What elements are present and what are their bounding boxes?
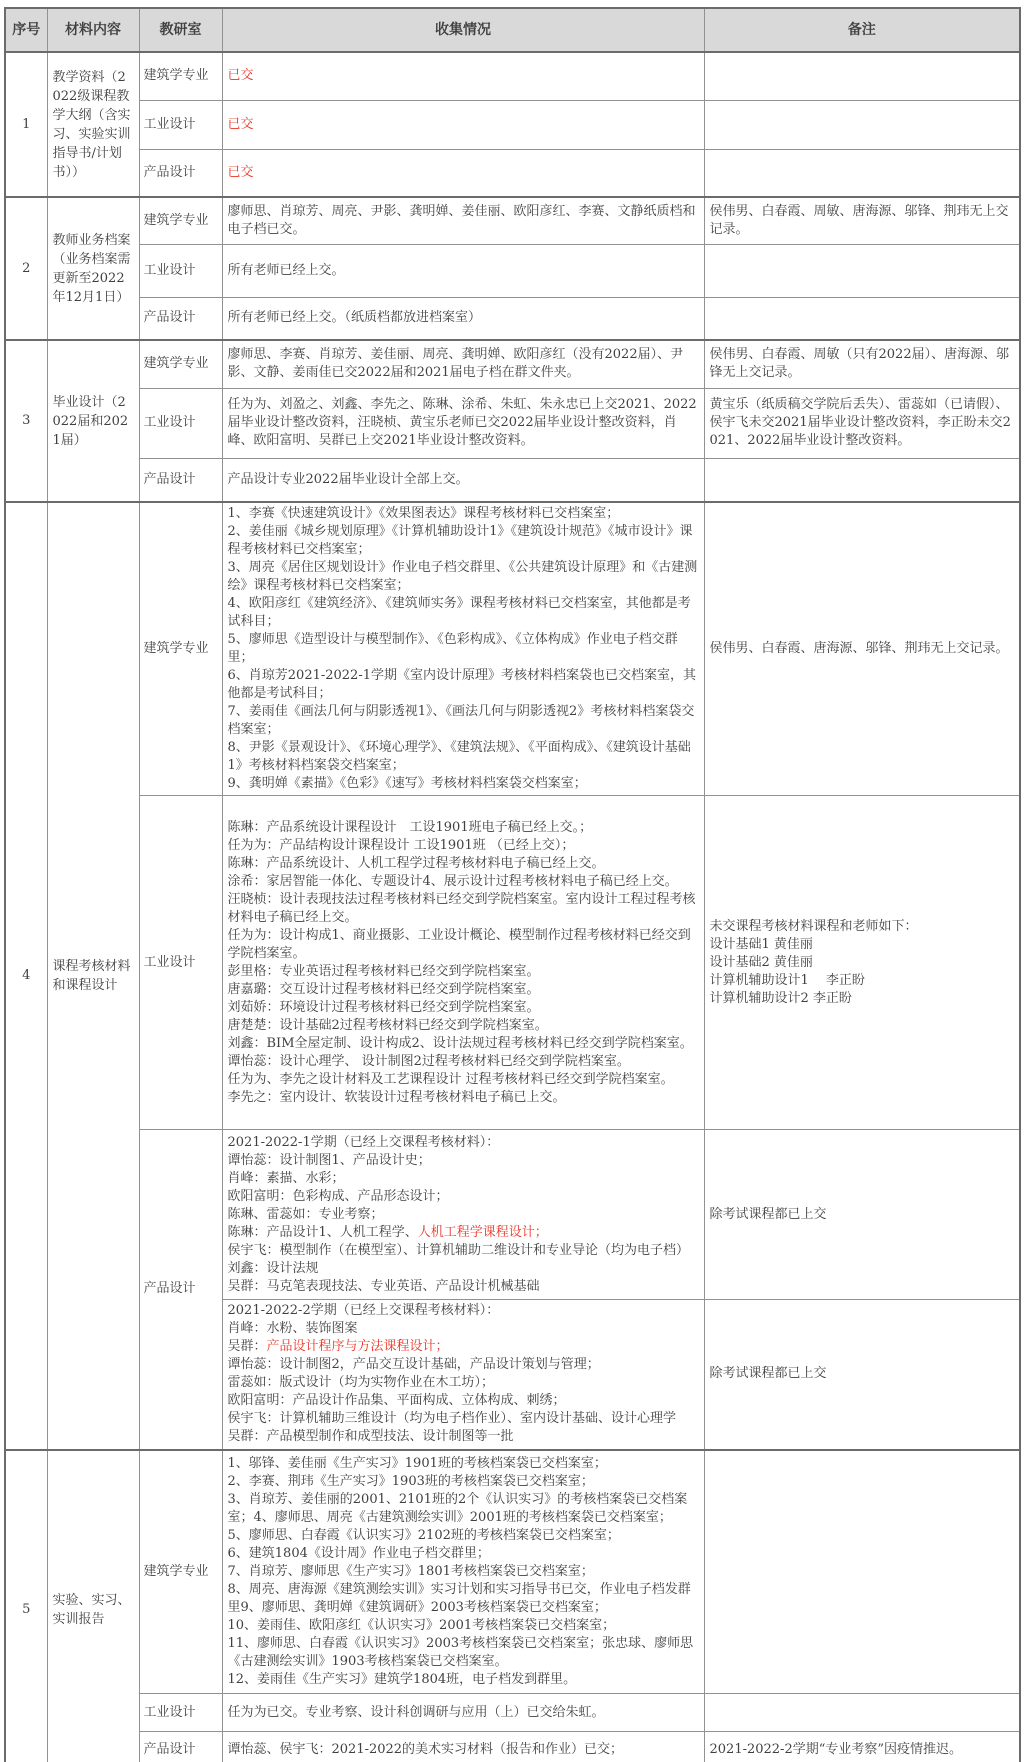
collection-cell (222, 1300, 704, 1450)
collection-text: 已交 (227, 164, 254, 180)
collection-cell (222, 52, 704, 100)
collection-cell (222, 1450, 704, 1694)
collection-text: 1、邬锋、姜佳丽《生产实习》1901班的考核档案袋已交档案室； 2、李赛、荆玮《生产实习》1903班的考核档案袋已交档案室； 3、肖琼芳、姜佳丽的2001、2101班的2个《认识实习》的考核档案袋已交档案室；4、廖师思、周亮《古建筑测绘实训》2001班的考核档案袋已交档案室； 5、廖师思、白春霞《认识实习》2102班的考核档案袋已交档案室； 6、建筑1804《设计周》作业电子档交群里； 7、肖琼芳、廖师思《生产实习》1801考核档案袋已交档案室； 8、周亮、唐海源《建筑测绘实训》实习计划和实习指导书已交，作业电子档发群里9、廖师思、龚明婵《建筑调研》2003考核档案袋已交档案室； 10、姜雨佳、欧阳彦红《认识实习》2001考核档案袋已交档案室； 11、廖师思、白春霞《认识实习》2003考核档案袋已交档案室；张忠球、廖师思《古建测绘实训》1903考核档案袋已交档案室。 12、姜雨佳《生产实习》建筑学1804班，电子档发到群里。 (227, 1455, 694, 1687)
collection-cell (222, 197, 704, 244)
office-cell: 建筑学专业 (139, 340, 222, 388)
remark-cell (704, 149, 1020, 197)
office-cell: 工业设计 (139, 244, 222, 297)
remark-cell (704, 388, 1020, 458)
header-remark: 备注 (704, 8, 1020, 52)
table-row (5, 1694, 1020, 1732)
remark-text (710, 67, 1015, 85)
collection-cell (222, 1694, 704, 1732)
collection-text: 所有老师已经上交。（纸质档都放进档案室） (227, 310, 482, 326)
remark-text (710, 116, 1015, 134)
remark-cell (704, 1450, 1020, 1694)
office-cell: 工业设计 (139, 388, 222, 458)
collection-cell (222, 796, 704, 1130)
header-material: 材料内容 (47, 8, 139, 52)
header-serial: 序号 (5, 8, 47, 52)
remark-text (710, 262, 1015, 280)
remark-text (710, 471, 1015, 489)
collection-text: 所有老师已经上交。 (227, 262, 345, 278)
serial-cell: 3 (5, 340, 47, 502)
remark-cell (704, 52, 1020, 100)
remark-cell (704, 197, 1020, 244)
collection-text: 1、李赛《快速建筑设计》《效果图表达》课程考核材料已交档案室； 2、姜佳丽《城乡规划原理》《计算机辅助设计1》《建筑设计规范》《城市设计》课程考核材料已交档案室； 3、周亮《居住区规划设计》作业电子档交群里、《公共建筑设计原理》和《古建测绘》课程考核材料已交档案室； 4、欧阳彦红《建筑经济》、《建筑师实务》课程考核材料已交档案室，其他都是考试科目； 5、廖师思《造型设计与模型制作》、《色彩构成》、《立体构成》作业电子档交群里； 6、肖琼芳2021-2022-1学期《室内设计原理》考核材料档案袋也已交档案室，其他都是考试科目； 7、姜雨佳《画法几何与阴影透视1》、《画法几何与阴影透视2》考核材料档案袋交档案室； 8、尹影《景观设计》、《环境心理学》、《建筑法规》、《平面构成》、《建筑设计基础1》考核材料档案袋交档案室； 9、龚明婵《素描》《色彩》《速写》考核材料档案袋交档案室； (227, 506, 698, 791)
table-row (5, 1732, 1020, 1762)
remark-cell (704, 458, 1020, 502)
office-cell: 产品设计 (139, 458, 222, 502)
office-cell: 产品设计 (139, 1130, 222, 1450)
table-row (5, 388, 1020, 458)
collection-text: 产品设计专业2022届毕业设计全部上交。 (227, 471, 469, 487)
collection-text: 谭怡蕊、侯宇飞：2021-2022的美术实习材料（报告和作业）已交； (227, 1742, 624, 1758)
material-cell: 教学资料（2022级课程教学大纲（含实习、实验实训指导书/计划书）） (47, 52, 139, 197)
material-cell: 实验、实习、实训报告 (47, 1450, 139, 1762)
table-row (5, 796, 1020, 1130)
remark-text: 未交课程考核材料课程和老师如下： 设计基础1 黄佳丽 设计基础2 黄佳丽 计算机辅助设计1 李正盼 计算机辅助设计2 李正盼 (709, 918, 918, 1006)
table-row (5, 100, 1020, 149)
serial-cell: 2 (5, 197, 47, 340)
collection-cell (222, 297, 704, 340)
remark-cell (704, 1130, 1020, 1300)
material-cell: 教师业务档案（业务档案需更新至2022年12月1日） (47, 197, 139, 340)
remark-text (710, 309, 1015, 327)
collection-cell (222, 388, 704, 458)
table-row (5, 244, 1020, 297)
table-body (5, 52, 1020, 1762)
table-row (5, 52, 1020, 100)
serial-cell: 4 (5, 502, 47, 1450)
office-cell: 工业设计 (139, 1694, 222, 1732)
remark-cell (704, 100, 1020, 149)
table-row (5, 340, 1020, 388)
collection-cell (222, 458, 704, 502)
collection-cell (222, 1130, 704, 1300)
remark-text: 黄宝乐（纸质稿交学院后丢失）、雷蕊如（已请假）、侯宇飞未交2021届毕业设计整改资料，李正盼未交2021、2022届毕业设计整改资料。 (709, 397, 1011, 448)
collection-cell (222, 502, 704, 796)
remark-text: 除考试课程都已上交 (709, 1366, 827, 1382)
office-cell: 建筑学专业 (139, 52, 222, 100)
material-cell: 毕业设计（2022届和2021届） (47, 340, 139, 502)
collection-status-table (4, 7, 1021, 1762)
remark-text: 侯伟男、白春霞、周敏（只有2022届）、唐海源、邬锋无上交记录。 (709, 347, 1010, 381)
office-cell: 产品设计 (139, 297, 222, 340)
remark-text (710, 1704, 1015, 1722)
table-row (5, 458, 1020, 502)
office-cell: 工业设计 (139, 100, 222, 149)
remark-text (710, 1563, 1015, 1581)
collection-cell (222, 100, 704, 149)
material-cell: 课程考核材料和课程设计 (47, 502, 139, 1450)
collection-cell (222, 149, 704, 197)
remark-text: 侯伟男、白春霞、周敏、唐海源、邬锋、荆玮无上交记录。 (709, 203, 1009, 237)
serial-cell: 1 (5, 52, 47, 197)
collection-cell (222, 244, 704, 297)
collection-text: 陈琳：产品系统设计课程设计 工设1901班电子稿已经上交。； 任为为：产品结构设计课程设计 工设1901班 （已经上交）； 陈琳：产品系统设计、人机工程学过程考核材料电子稿已经上交。 涂希：家居智能一体化、专题设计4、展示设计过程考核材料电子稿已经上交。 汪晓桢：设计表现技法过程考核材料已经交到学院档案室。室内设计工程过程考核材料电子稿已经上交。 任为为：设计构成1、商业摄影、工业设计概论、模型制作过程考核材料已经交到学院档案室。 彭里格：专业英语过程考核材料已经交到学院档案室。 唐嘉璐：交互设计过程考核材料已经交到学院档案室。 刘茹娇：环境设计过程考核材料已经交到学院档案室。 唐楚楚：设计基础2过程考核材料已经交到学院档案室。 刘鑫：BIM全屋定制、设计构成2、设计法规过程考核材料已经交到学院档案室。 谭怡蕊：设计心理学、 设计制图2过程考核材料已经交到学院档案室。 任为为、李先之设计材料及工艺课程设计 过程考核材料已经交到学院档案室。 李先之：室内设计、软装设计过程考核材料电子稿已上交。 (227, 819, 696, 1105)
header-office: 教研室 (139, 8, 222, 52)
remark-cell (704, 1300, 1020, 1450)
remark-cell (704, 297, 1020, 340)
office-cell: 产品设计 (139, 149, 222, 197)
collection-text: 廖师思、肖琼芳、周亮、尹影、龚明婵、姜佳丽、欧阳彦红、李赛、文静纸质档和电子档已交。 (227, 203, 696, 237)
table-row (5, 502, 1020, 796)
collection-text: 任为为已交。专业考察、设计科创调研与应用（上）已交给朱虹。 (227, 1704, 605, 1720)
collection-cell (222, 1732, 704, 1762)
remark-cell (704, 340, 1020, 388)
collection-text: 2021-2022-1学期（已经上交课程考核材料）： 谭怡蕊：设计制图1、产品设计史； 肖峰：素描、水彩； 欧阳富明：色彩构成、产品形态设计； 陈琳、雷蕊如：专业考察； 陈琳：产品设计1、人机工程学、人机工程学课程设计； 侯宇飞：模型制作（在模型室）、计算机辅助二维设计和专业导论（均为电子档） 刘鑫：设计法规 吴群：马克笔表现技法、专业英语、产品设计机械基础 (227, 1134, 690, 1294)
collection-text: 廖师思、李赛、肖琼芳、姜佳丽、周亮、龚明婵、欧阳彦红（没有2022届）、尹影、文静、姜雨佳已交2022届和2021届电子档在群文件夹。 (227, 347, 684, 381)
remark-text: 除考试课程都已上交 (709, 1206, 827, 1222)
remark-cell (704, 502, 1020, 796)
header-collection: 收集情况 (222, 8, 704, 52)
office-cell: 建筑学专业 (139, 197, 222, 244)
collection-text: 已交 (227, 68, 254, 84)
office-cell: 建筑学专业 (139, 502, 222, 796)
table-row (5, 297, 1020, 340)
collection-text: 已交 (227, 116, 254, 132)
table-row (5, 197, 1020, 244)
remark-cell (704, 796, 1020, 1130)
office-cell: 产品设计 (139, 1732, 222, 1762)
remark-cell (704, 244, 1020, 297)
remark-cell (704, 1694, 1020, 1732)
collection-text: 任为为、刘盈之、刘鑫、李先之、陈琳、涂希、朱虹、朱永忠已上交2021、2022届毕业设计整改资料，汪晓桢、黄宝乐老师已交2022届毕业设计整改资料，肖峰、欧阳富明、吴群已上交2021毕业设计整改资料。 (227, 397, 697, 448)
remark-cell (704, 1732, 1020, 1762)
table-header (5, 8, 1020, 52)
table-row (5, 1130, 1020, 1300)
remark-text (710, 164, 1015, 182)
serial-cell: 5 (5, 1450, 47, 1762)
collection-cell (222, 340, 704, 388)
remark-text: 2021-2022-2学期“专业考察”因疫情推迟。 (709, 1742, 963, 1758)
table-row (5, 149, 1020, 197)
office-cell: 工业设计 (139, 796, 222, 1130)
office-cell: 建筑学专业 (139, 1450, 222, 1694)
collection-text: 2021-2022-2学期（已经上交课程考核材料）： 肖峰：水粉、装饰图案 吴群：产品设计程序与方法课程设计； 谭怡蕊：设计制图2，产品交互设计基础，产品设计策划与管理； 雷蕊如：版式设计（均为实物作业在木工坊）； 欧阳富明：产品设计作品集、平面构成、立体构成、刺绣； 侯宇飞：计算机辅助三维设计（均为电子档作业）、室内设计基础、设计心理学 吴群：产品模型制作和成型技法、设计制图等一批 (227, 1303, 677, 1445)
table-row (5, 1450, 1020, 1694)
remark-text: 侯伟男、白春霞、唐海源、邬锋、荆玮无上交记录。 (709, 641, 1009, 656)
header-row (5, 8, 1020, 52)
